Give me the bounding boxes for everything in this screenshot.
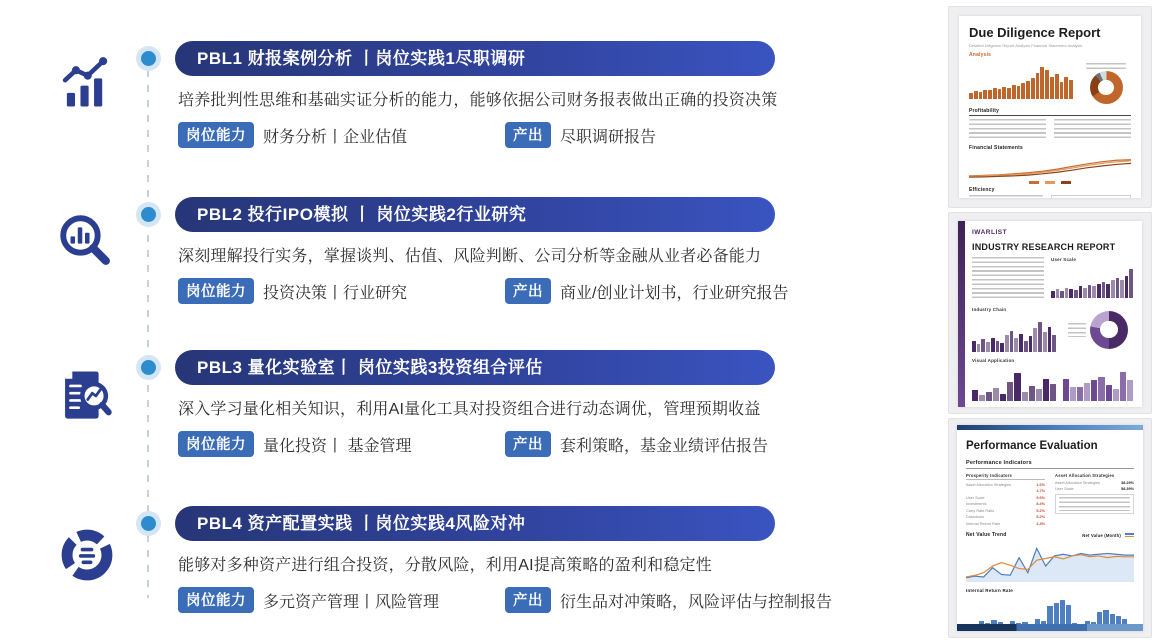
financial-statements-line-chart: [969, 153, 1131, 179]
report1-financial-label: Financial Statements: [969, 145, 1024, 151]
pbl1-ability: [178, 122, 407, 148]
ability-text: 投资决策丨行业研究: [263, 284, 408, 302]
output-text: 尽职调研报告: [560, 128, 657, 146]
efficiency-text: [969, 195, 1043, 199]
ability-text: 财务分析丨企业估值: [263, 128, 408, 146]
net-value-month-label: Net Value (Month): [1082, 532, 1121, 538]
intro-paragraph: [972, 257, 1044, 301]
analysis-donut-chart: [1090, 71, 1123, 104]
pbl1-output: [505, 122, 656, 148]
output-badge: 产出: [505, 278, 551, 304]
pbl2-ability: [178, 278, 407, 304]
report1-analysis-label: Analysis: [969, 52, 992, 58]
industry-donut-chart: [1090, 311, 1128, 349]
user-scale-bar-chart: [1051, 264, 1133, 298]
pbl2-title: PBL2 投行IPO模拟 丨 岗位实践2行业研究: [197, 205, 527, 224]
pbl3-header: [175, 350, 775, 385]
magnifier-chart-icon: [56, 211, 114, 269]
stats-right-column: Asset Allocation Strategies Asset Allocation Strategies 38.29% User Scale 58.39%: [1055, 473, 1134, 526]
report1-efficiency-label: Efficiency: [969, 186, 995, 193]
analysis-bar-chart: [969, 63, 1073, 99]
report-analysis-icon: [56, 366, 114, 424]
pbl1-section: [175, 41, 835, 146]
donut-legend-placeholder: [1068, 323, 1086, 337]
report1-subtitle: Detailed Diligence Report Analysis Financial Statement Analysis: [969, 43, 1083, 48]
output-text: 商业/创业计划书，行业研究报告: [560, 284, 789, 302]
ability-text: 量化投资丨 基金管理: [263, 437, 412, 455]
ability-badge: 岗位能力: [178, 587, 254, 613]
pbl4-section: [175, 506, 835, 611]
ability-badge: 岗位能力: [178, 278, 254, 304]
visual-application-label: Visual Application: [972, 358, 1015, 363]
ability-badge: 岗位能力: [178, 122, 254, 148]
pbl1-header: [175, 41, 775, 76]
pbl4-header: [175, 506, 775, 541]
visual-bar-chart-b: [1063, 365, 1133, 401]
ability-badge: 岗位能力: [178, 431, 254, 457]
pbl4-description: 能够对多种资产进行组合投资，分散风险，利用AI提高策略的盈利和稳定性: [178, 557, 712, 574]
pbl4-title: PBL4 资产配置实践 丨岗位实践4风险对冲: [197, 514, 526, 533]
pbl4-ability: [178, 587, 439, 613]
report2-title: INDUSTRY RESEARCH REPORT: [972, 242, 1116, 252]
pbl4-output: [505, 587, 832, 613]
pbl1-description: 培养批判性思维和基础实证分析的能力，能够依据公司财务报表做出正确的投资决策: [178, 92, 778, 109]
due-diligence-report-thumbnail: [948, 6, 1152, 208]
pbl2-description: 深刻理解投行实务，掌握谈判、估值、风险判断、公司分析等金融从业者必备能力: [178, 248, 762, 265]
line-chart-legend: [969, 181, 1131, 184]
allocation-mini-table: [1055, 494, 1134, 514]
donut-report-icon: [58, 526, 116, 584]
timeline-dot-2: [136, 202, 161, 227]
pbl2-header: [175, 197, 775, 232]
stats-left-column: Prosperity Indicators Asset Allocation Strategies 1.6% 4.7% User Scale 9.6% Investments 8.4% Carry Rate Ratio 5.2% Drawdown 5.2% Internal Return Rate 2.3%: [966, 473, 1045, 526]
output-text: 衍生品对冲策略，风险评估与控制报告: [560, 593, 833, 611]
timeline-dot-1: [136, 46, 161, 71]
user-scale-label: User Scale: [1051, 257, 1077, 262]
blue-header-band: [957, 425, 1143, 430]
pbl3-description: 深入学习量化相关知识，利用AI量化工具对投资组合进行动态调优，管理预期收益: [178, 401, 761, 418]
performance-evaluation-thumbnail: [948, 418, 1152, 638]
output-text: 套利策略，基金业绩评估报告: [560, 437, 769, 455]
report1-title: Due Diligence Report: [969, 25, 1101, 40]
report1-profitability-label: Profitability: [969, 108, 1131, 116]
output-badge: 产出: [505, 431, 551, 457]
pbl3-ability: [178, 431, 411, 457]
purple-side-stripe: [958, 221, 965, 407]
efficiency-legend-table: [1051, 195, 1131, 199]
report3-title: Performance Evaluation: [966, 440, 1098, 452]
net-value-legend: [1125, 533, 1134, 537]
pbl3-output: [505, 431, 768, 457]
pbl3-title: PBL3 量化实验室丨 岗位实践3投资组合评估: [197, 358, 543, 377]
net-value-trend-label: Net Value Trend: [966, 531, 1007, 538]
stats-right-heading: Asset Allocation Strategies: [1055, 473, 1115, 478]
stats-left-heading: Prosperity Indicators: [966, 473, 1045, 480]
profitability-text-left: [969, 119, 1046, 141]
timeline-dot-4: [136, 511, 161, 536]
blue-footer-band: [957, 624, 1143, 631]
profitability-text-right: [1054, 119, 1131, 141]
trend-bar-chart-icon: [56, 53, 114, 111]
pbl1-title: PBL1 财报案例分析 丨岗位实践1尽职调研: [197, 49, 526, 68]
output-badge: 产出: [505, 122, 551, 148]
internal-return-rate-label: Internal Return Rate: [966, 587, 1014, 593]
net-value-trend-chart: [966, 540, 1134, 582]
timeline-dot-3: [136, 355, 161, 380]
performance-indicators-label: Performance Indicators: [966, 460, 1134, 469]
visual-bar-chart-a: [972, 365, 1056, 401]
industry-chain-label: Industry Chain: [972, 307, 1007, 312]
report2-brand: IWARLIST: [972, 229, 1008, 236]
output-badge: 产出: [505, 587, 551, 613]
industry-research-report-thumbnail: [948, 212, 1152, 414]
pbl3-section: [175, 350, 835, 455]
ability-text: 多元资产管理丨风险管理: [263, 593, 440, 611]
industry-chain-bar-chart: [972, 314, 1056, 352]
donut-labels-placeholder: [1086, 63, 1126, 69]
pbl2-section: [175, 197, 835, 302]
pbl2-output: [505, 278, 788, 304]
